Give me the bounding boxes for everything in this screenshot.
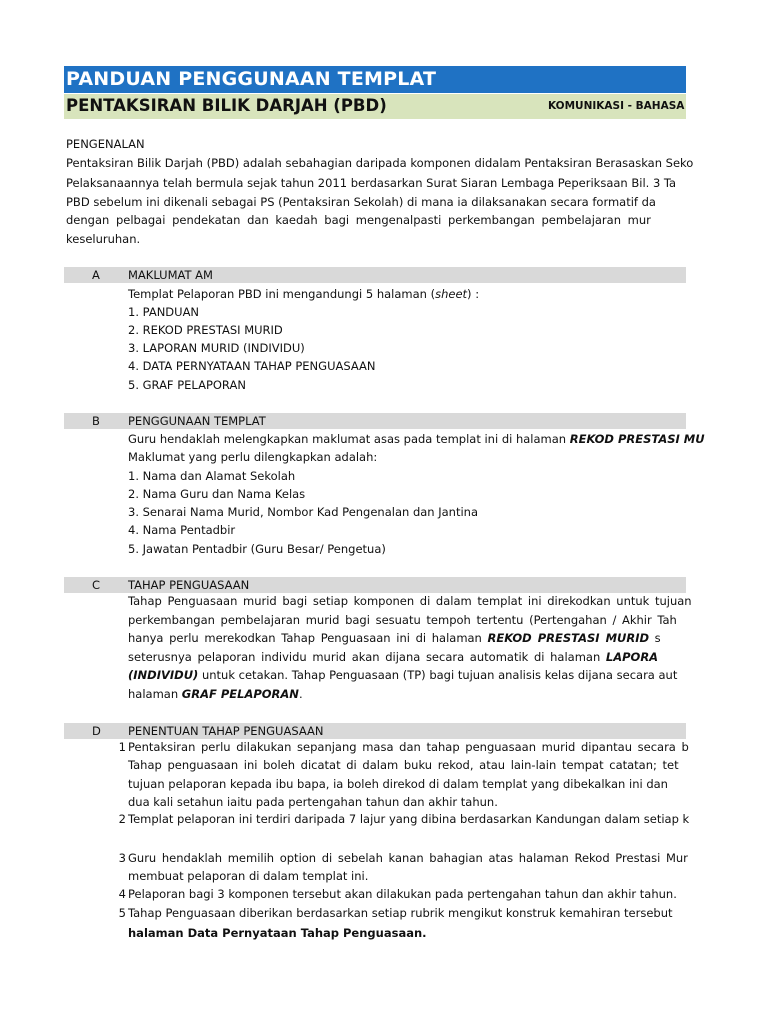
page-title: PANDUAN PENGGUNAAN TEMPLAT bbox=[66, 68, 437, 90]
item-number: 4 bbox=[118, 887, 126, 901]
section-a-header bbox=[64, 267, 686, 283]
section-letter: B bbox=[92, 414, 100, 428]
intro-heading: PENGENALAN bbox=[66, 137, 145, 151]
list-item: 5. Jawatan Pentadbir (Guru Besar/ Pengetua) bbox=[128, 542, 386, 556]
section-c-line: halaman GRAF PELAPORAN. bbox=[128, 687, 303, 701]
item-number: 2 bbox=[118, 812, 126, 826]
intro-line: PBD sebelum ini dikenali sebagai PS (Pentaksiran Sekolah) di mana ia dilaksanakan secara formatif da bbox=[66, 195, 656, 209]
section-d-line: membuat pelaporan di dalam templat ini. bbox=[128, 869, 369, 883]
list-item: 5. GRAF PELAPORAN bbox=[128, 378, 246, 392]
section-letter: A bbox=[92, 268, 100, 282]
section-c-line: perkembangan pembelajaran murid bagi sesuatu tempoh tertentu (Pertengahan / Akhir Tah bbox=[128, 613, 677, 627]
list-item: 3. LAPORAN MURID (INDIVIDU) bbox=[128, 341, 305, 355]
section-a-intro: Templat Pelaporan PBD ini mengandungi 5 halaman (sheet) : bbox=[128, 287, 480, 301]
section-c-line: hanya perlu merekodkan Tahap Penguasaan ini di halaman REKOD PRESTASI MURID s bbox=[128, 631, 661, 645]
section-c-line: seterusnya pelaporan individu murid akan dijana secara automatik di halaman LAPORA bbox=[128, 650, 659, 664]
section-d-line: Pelaporan bagi 3 komponen tersebut akan dilakukan pada pertengahan tahun dan akhir tahun. bbox=[128, 887, 677, 901]
list-item: 4. DATA PERNYATAAN TAHAP PENGUASAAN bbox=[128, 359, 376, 373]
section-d-line: tujuan pelaporan kepada ibu bapa, ia boleh direkod di dalam templat yang dibekalkan ini dan bbox=[128, 777, 668, 791]
section-title: TAHAP PENGUASAAN bbox=[128, 578, 250, 592]
subject-label: KOMUNIKASI - BAHASA bbox=[548, 100, 685, 112]
section-title: PENGGUNAAN TEMPLAT bbox=[128, 414, 266, 428]
section-d-line: Guru hendaklah memilih option di sebelah kanan bahagian atas halaman Rekod Prestasi Mur bbox=[128, 851, 688, 865]
list-item: 2. REKOD PRESTASI MURID bbox=[128, 323, 283, 337]
list-item: 1. PANDUAN bbox=[128, 305, 200, 319]
section-d-line: dua kali setahun iaitu pada pertengahan tahun dan akhir tahun. bbox=[128, 795, 498, 809]
item-number: 5 bbox=[118, 906, 126, 920]
section-d-line: Tahap penguasaan ini boleh dicatat di dalam buku rekod, atau lain-lain tempat catatan; tet bbox=[128, 758, 679, 772]
section-d-header bbox=[64, 723, 686, 739]
section-d-line: halaman Data Pernyataan Tahap Penguasaan. bbox=[128, 926, 427, 940]
section-letter: C bbox=[92, 578, 101, 592]
section-letter: D bbox=[92, 724, 101, 738]
intro-line: keseluruhan. bbox=[66, 232, 141, 246]
section-title: MAKLUMAT AM bbox=[128, 268, 213, 282]
list-item: 3. Senarai Nama Murid, Nombor Kad Pengenalan dan Jantina bbox=[128, 505, 479, 519]
intro-line: Pentaksiran Bilik Darjah (PBD) adalah sebahagian daripada komponen didalam Pentaksiran Berasaskan Seko bbox=[66, 156, 694, 170]
section-d-line: Tahap Penguasaan diberikan berdasarkan setiap rubrik mengikut konstruk kemahiran tersebut bbox=[128, 906, 673, 920]
section-d-line: Pentaksiran perlu dilakukan sepanjang masa dan tahap penguasaan murid dipantau secara b bbox=[128, 740, 689, 754]
intro-line: Pelaksanaannya telah bermula sejak tahun 2011 berdasarkan Surat Siaran Lembaga Peperiksaan Bil. 3 Ta bbox=[66, 176, 677, 190]
page-subtitle: PENTAKSIRAN BILIK DARJAH (PBD) bbox=[66, 96, 387, 115]
section-b-line: Maklumat yang perlu dilengkapkan adalah: bbox=[128, 450, 378, 464]
subtitle-banner bbox=[64, 94, 686, 119]
section-c-header bbox=[64, 577, 686, 593]
section-b-header bbox=[64, 413, 686, 429]
section-c-line: Tahap Penguasaan murid bagi setiap komponen di dalam templat ini direkodkan untuk tujuan bbox=[128, 594, 692, 608]
section-c-line: (INDIVIDU) untuk cetakan. Tahap Penguasaan (TP) bagi tujuan analisis kelas dijana secara aut bbox=[128, 668, 678, 682]
item-number: 3 bbox=[118, 851, 126, 865]
list-item: 4. Nama Pentadbir bbox=[128, 523, 236, 537]
section-title: PENENTUAN TAHAP PENGUASAAN bbox=[128, 724, 324, 738]
title-banner bbox=[64, 66, 686, 93]
list-item: 1. Nama dan Alamat Sekolah bbox=[128, 469, 296, 483]
section-b-intro: Guru hendaklah melengkapkan maklumat asas pada templat ini di halaman REKOD PRESTASI MU bbox=[128, 432, 705, 446]
list-item: 2. Nama Guru dan Nama Kelas bbox=[128, 487, 306, 501]
section-d-line: Templat pelaporan ini terdiri daripada 7 lajur yang dibina berdasarkan Kandungan dalam setiap k bbox=[128, 812, 690, 826]
item-number: 1 bbox=[118, 740, 126, 754]
intro-line: dengan pelbagai pendekatan dan kaedah bagi mengenalpasti perkembangan pembelajaran mur bbox=[66, 213, 651, 227]
